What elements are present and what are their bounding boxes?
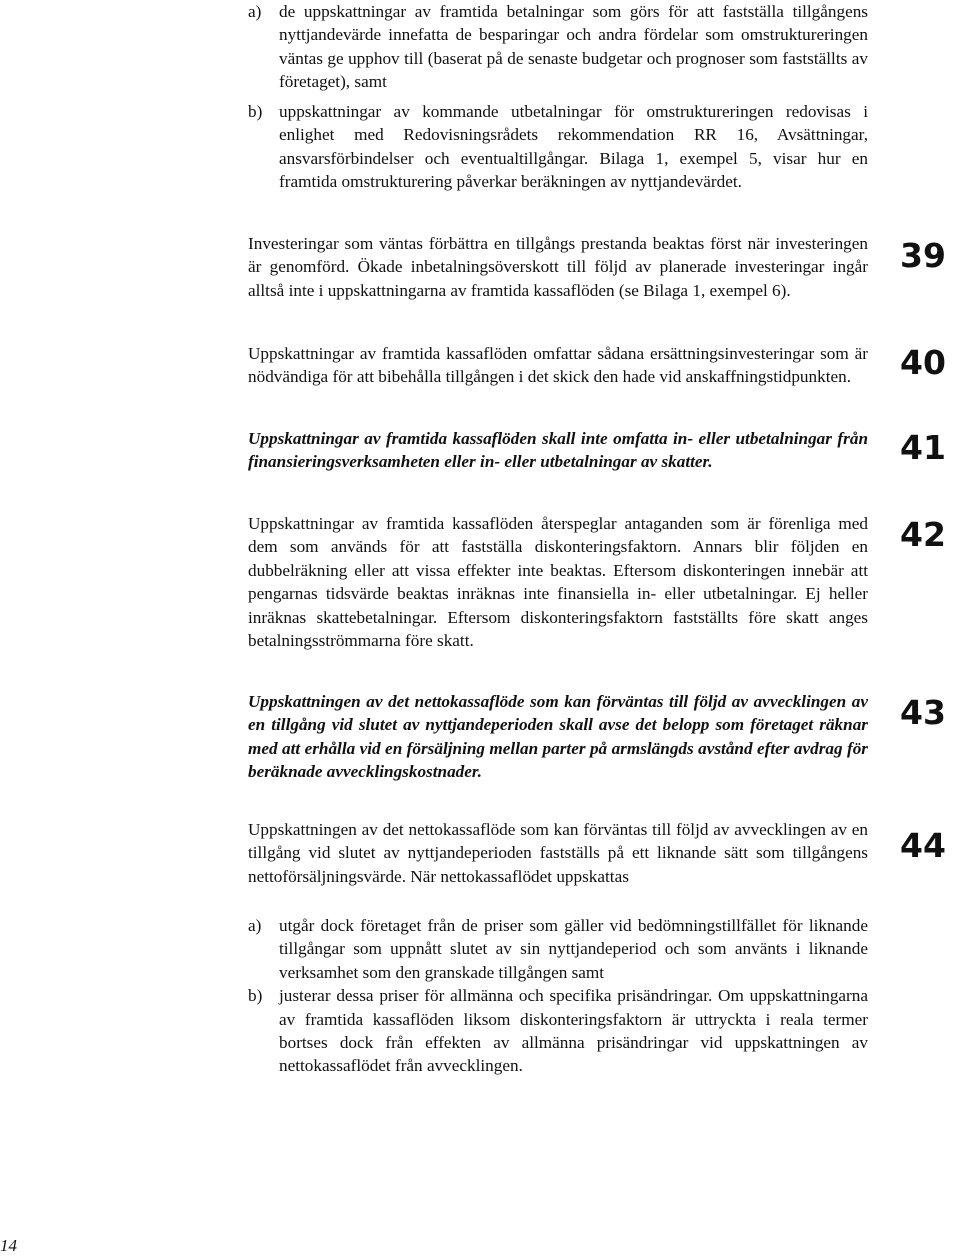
list-item — [248, 914, 868, 984]
paragraph-41 — [248, 427, 868, 474]
list-item-text: de uppskattningar av framtida betalningar som görs för att fastställa tillgångens nyttjandevärde innefatta de besparingar och andra fördelar som omstruktureringen väntas ge upphov till (baserat på de senaste budgetar och prognoser som fastställts av företaget), samt — [279, 2, 868, 92]
list-item — [248, 0, 868, 96]
paragraph-44 — [248, 818, 868, 888]
paragraph-number-39: 39 — [900, 236, 946, 275]
paragraph-40 — [248, 342, 868, 389]
list-item-text: uppskattningar av kommande utbetalningar för omstruktureringen redovisas i enlighet med Redovisningsrådets rekommendation RR 16, Avsättningar, ansvarsförbindelser och eventualtillgångar. Bilaga 1, exempel 5, visar hur en framtida omstrukturering påverkar beräkningen av nyttjandevärdet. — [279, 102, 868, 192]
paragraph-44-list — [248, 914, 868, 1078]
list-item — [248, 100, 868, 194]
paragraph-text: Uppskattningen av det nettokassaflöde som kan förväntas till följd av avvecklingen av en tillgång vid slutet av nyttjandeperioden skall avse det belopp som företaget räknar med att erhålla vid en försäljning mellan parter på armslängds avstånd efter avdrag för beräknade avvecklingskostnader. — [248, 692, 868, 782]
page-number: 14 — [0, 1236, 17, 1255]
paragraph-text: Uppskattningar av framtida kassaflöden omfattar sådana ersättningsinvesteringar som är nödvändiga för att bibehålla tillgången i det skick den hade vid anskaffningstidpunkten. — [248, 344, 868, 387]
paragraph-text: Uppskattningen av det nettokassaflöde som kan förväntas till följd av avvecklingen av en tillgång vid slutet av nyttjandeperioden fastställs på ett liknande sätt som tillgångens nettoförsäljningsvärde. När nettokassaflödet uppskattas — [248, 820, 868, 886]
paragraph-42 — [248, 512, 868, 652]
list-item-text: justerar dessa priser för allmänna och specifika prisändringar. Om uppskattningarna av framtida kassaflöden liksom diskonteringsfaktorn är uttryckta i reala termer bortses dock från effekten av allmänna prisändringar vid uppskattningen av nettokassaflödet från avvecklingen. — [279, 986, 868, 1076]
paragraph-number-41: 41 — [900, 428, 946, 467]
paragraph-number-43: 43 — [900, 693, 946, 732]
list-marker: a) — [248, 916, 262, 935]
paragraph-text: Investeringar som väntas förbättra en tillgångs prestanda beaktas först när investeringen är genomförd. Ökade inbetalningsöverskott till följd av planerade investeringar ingår alltså inte i uppskattningarna av framtida kassaflöden (se Bilaga 1, exempel 6). — [248, 234, 868, 300]
list-item-text: utgår dock företaget från de priser som gäller vid bedömningstillfället för liknande tillgångar som uppnått slutet av sin nyttjandeperiod och som använts i liknande verksamhet som den granskade tillgången samt — [279, 916, 868, 982]
paragraph-text: Uppskattningar av framtida kassaflöden skall inte omfatta in- eller utbetalningar från finansieringsverksamheten eller in- eller utbetalningar av skatter. — [248, 429, 868, 472]
paragraph-39 — [248, 232, 868, 302]
intro-list — [248, 0, 868, 194]
list-item — [248, 984, 868, 1078]
paragraph-43 — [248, 690, 868, 784]
list-marker: b) — [248, 986, 263, 1006]
paragraph-number-44: 44 — [900, 826, 946, 865]
paragraph-number-40: 40 — [900, 343, 946, 382]
list-marker: b) — [248, 102, 263, 121]
list-marker: a) — [248, 2, 262, 21]
paragraph-text: Uppskattningar av framtida kassaflöden återspeglar antaganden som är förenliga med dem som används för att fastställa diskonteringsfaktorn. Annars blir följden en dubbelräkning eller att vissa effekter inte beaktas. Eftersom diskonteringen innebär att pengarnas tidsvärde beaktas inräknas inte finansiella in- eller utbetalningar. Ej heller inräknas skattebetalningar. Eftersom diskonteringsfaktorn fastställts före skatt anges betalningsströmmarna före skatt. — [248, 514, 868, 651]
paragraph-number-42: 42 — [900, 515, 946, 554]
